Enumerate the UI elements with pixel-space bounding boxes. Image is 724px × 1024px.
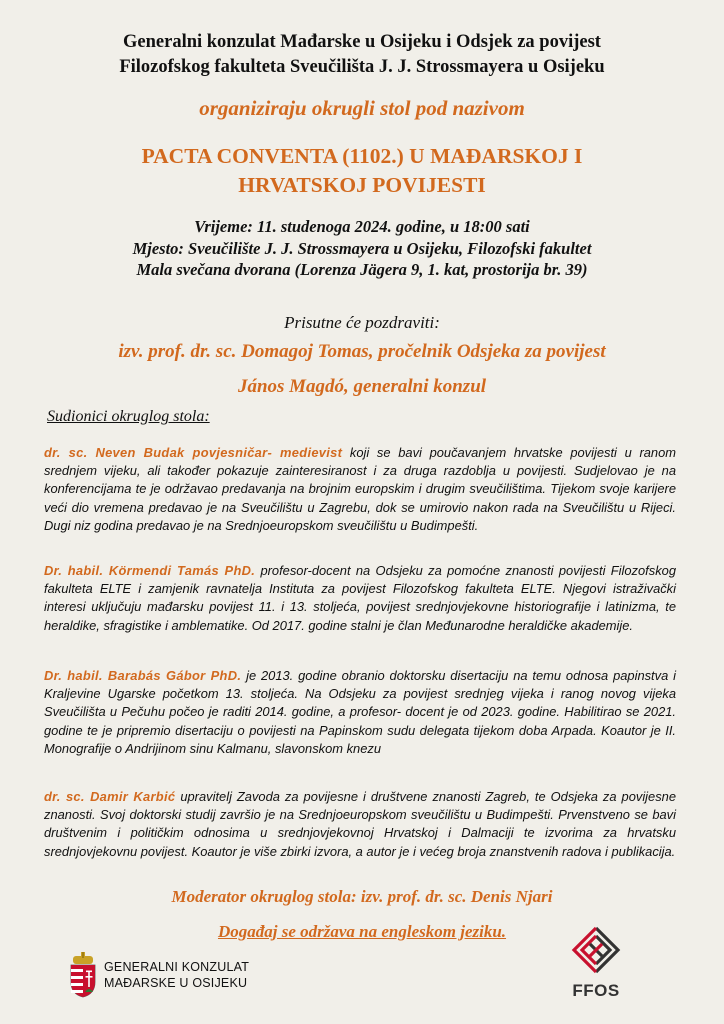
consulate-logo [68,952,249,998]
participant-name-1: dr. sc. Neven Budak povjesničar- medievist [44,445,343,460]
participant-text-3: je 2013. godine obranio doktorsku disertaciju na temu odnosa papinstva i Kraljevine Ugarske početkom 13. stoljeća. Na Odsjeku za povijest srednjeg vijeka i ranog novog vijeka Sveučilišta u Pečuhu počeo je raditi 2014. godine, a profesor- docent je od 2023. godine. Habilitirao se 2021. godine te je pripremio disertaciju o povijesti na Papinskom sudu delegata tijekom doba Arpada. Koautor je II. Monografije o Andrijinom sinu Kalmanu, slavonskom knezu [44,668,676,756]
hungarian-coat-of-arms-icon [68,952,98,998]
participant-text-1: koji se bavi poučavanjem hrvatske povijesti u ranom srednjem vijeku, ali također pokazuje zainteresiranost i za druga razdoblja u povijesti. Sudjelovao je na konferencijama te je održavao predavanja na brojnim europskim i drugim sveučilištima. Tijekom svoje karijere veći dio vremena predavao je na Sveučilištu u Zagrebu, dok se umirovio nakon rada na Sveučilištu u Rijeci. Dugi niz godina predavao je na Srednjoeuropskom sveučilištu u Budimpešti. [44,445,676,533]
participant-name-3: Dr. habil. Barabás Gábor PhD. [44,668,242,683]
ffos-label: FFOS [572,981,620,1000]
participant-name-2: Dr. habil. Körmendi Tamás PhD. [44,563,256,578]
moderator: Moderator okruglog stola: izv. prof. dr. sc. Denis Njari [171,887,553,906]
participant-bio-1 [44,444,676,535]
organizers-header [0,30,724,80]
panel-heading: Sudionici okruglog stola: [47,408,210,425]
event-title-line-2: HRVATSKOJ POVIJESTI [238,173,486,197]
participant-bio-2 [44,562,676,635]
greeter-1: izv. prof. dr. sc. Domagoj Tomas, pročelnik Odsjeka za povijest [118,341,606,362]
organizers-line-1: Generalni konzulat Mađarske u Osijeku i Odsjek za povijest [123,32,601,52]
event-time: Vrijeme: 11. studenoga 2024. godine, u 18:00 sati [194,217,530,236]
organizers-line-2: Filozofskog fakulteta Sveučilišta J. J. Strossmayera u Osijeku [119,57,605,77]
event-room: Mala svečana dvorana (Lorenza Jägera 9, 1. kat, prostorija br. 39) [136,260,588,279]
participant-text-2: profesor-docent na Odsjeku za pomoćne znanosti povijesti Filozofskog fakulteta ELTE i zamjenik ravnatelja Instituta za povijest Filozofskog fakulteta ELTE. Njegovi istraživački interesi uključuju mađarsku povijest 11. i 13. stoljeća, povijest srednjovjekovne historiografije i latinizma, te heraldike, sfragistike i amblematike. Od 2017. godine stalni je član Međunarodne heraldičke akademije. [44,563,676,633]
consulate-name [104,959,249,991]
greeting-intro: Prisutne će pozdraviti: [284,313,440,332]
event-place: Mjesto: Sveučilište J. J. Strossmayera u Osijeku, Filozofski fakultet [132,238,592,258]
participant-name-4: dr. sc. Damir Karbić [44,789,176,804]
event-details [0,216,724,281]
consulate-name-line-2: MAĐARSKE U OSIJEKU [104,976,248,990]
consulate-name-line-1: GENERALNI KONZULAT [104,960,250,974]
greeter-2: János Magdó, generalni konzul [237,376,487,397]
language-note: Događaj se održava na engleskom jeziku. [217,922,507,941]
participant-bio-3 [44,667,676,758]
participant-text-4: upravitelj Zavoda za povijesne i društvene znanosti Zagreb, te Odsjeka za povijesne znanosti. Svoj doktorski studij završio je na Srednjoeuropskom sveučilištu u Budimpešti. Prvenstveno se bavi društvenim i političkim odnosima u srednjovjekovnoj Hrvatskoj i Dalmaciji te izvorima za hrvatsku srednjovjekovnu povijest. Koautor je više zbirki izvora, a autor je i većeg broja znanstvenih radova i publikacija. [44,789,677,859]
event-title [0,142,724,200]
event-title-line-1: PACTA CONVENTA (1102.) U MAĐARSKOJ I [141,144,583,168]
subtitle: organiziraju okrugli stol pod nazivom [199,96,525,120]
participant-bio-4 [44,788,676,861]
ffos-logo [556,926,636,1001]
ffos-emblem-icon [566,926,626,978]
